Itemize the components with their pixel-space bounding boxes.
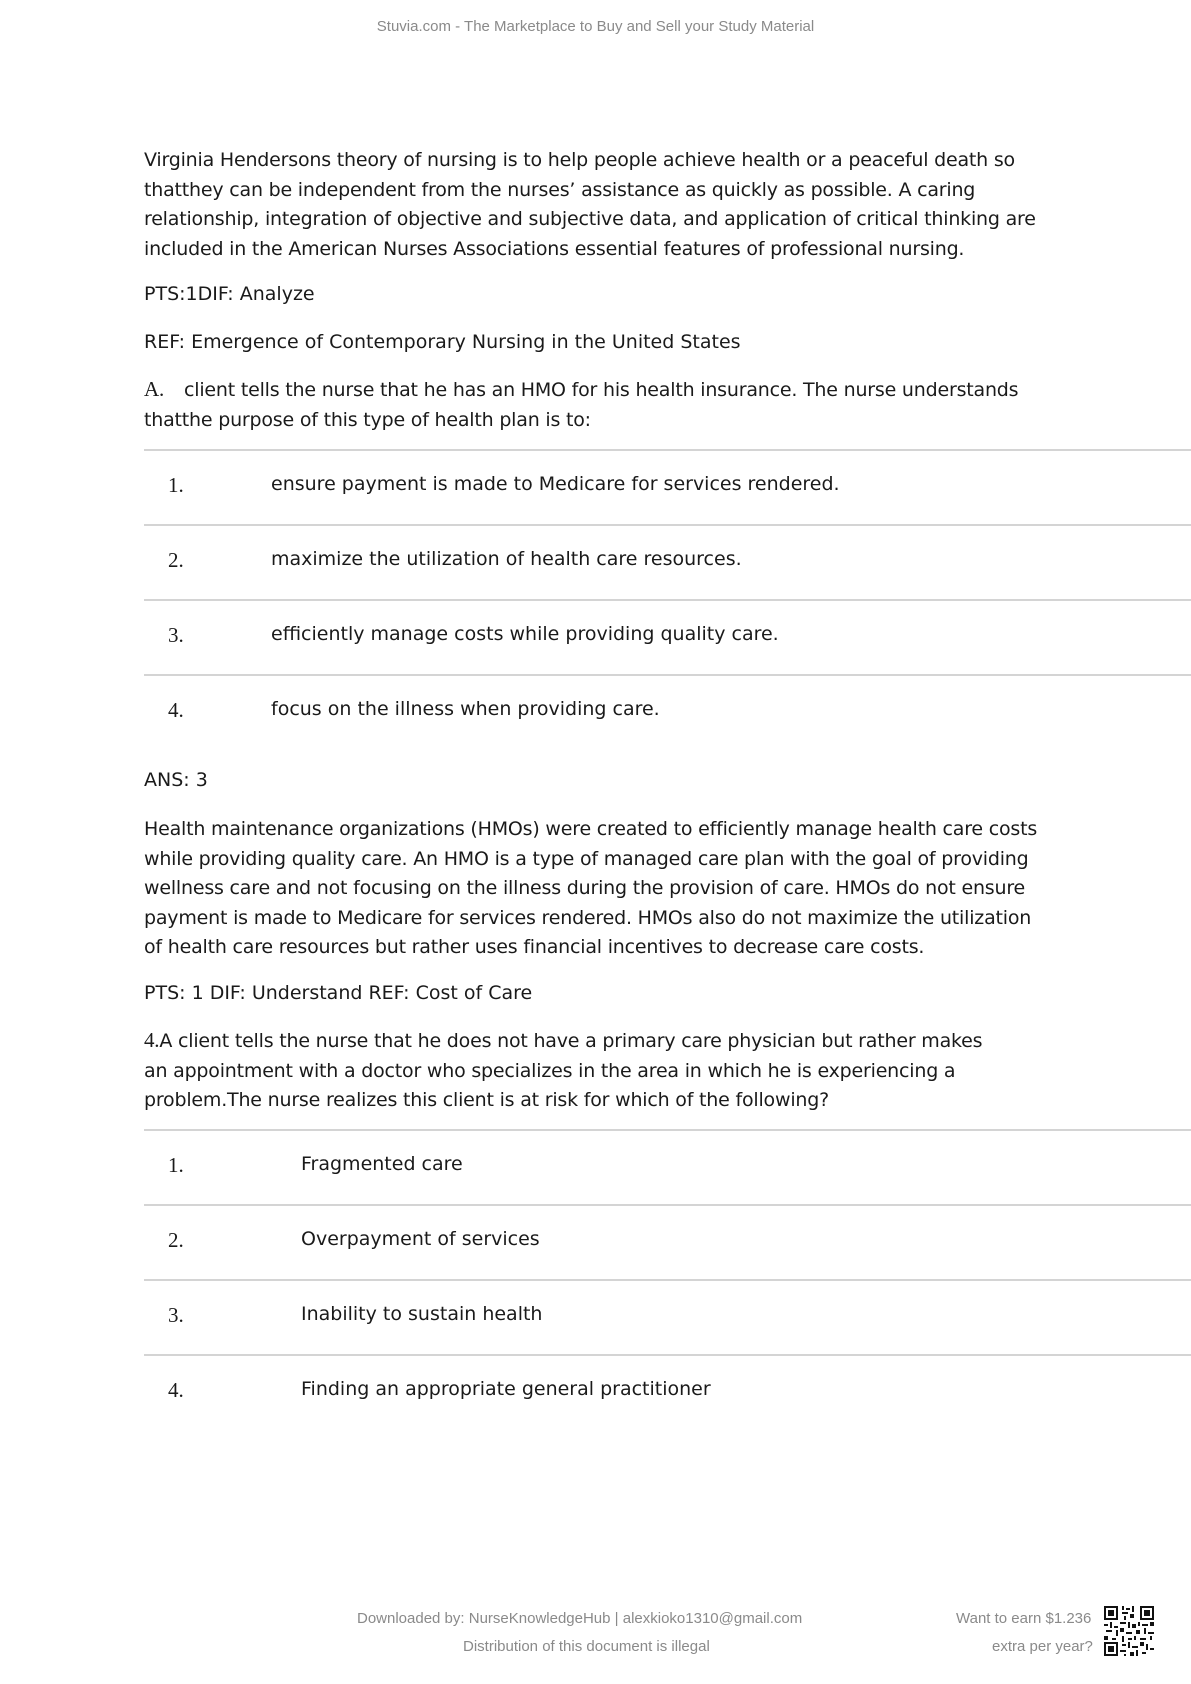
text-line: wellness care and not focusing on the illness during the provision of care. HMOs do not ensure [144,877,1026,899]
footer-earn-promo-line1[interactable]: Want to earn $1.236 [956,1610,1092,1627]
option-row[interactable] [144,674,1191,732]
option-row[interactable] [144,1354,1191,1412]
option-number: 1. [168,1153,184,1177]
option-row[interactable] [144,599,1191,674]
option-number: 1. [168,473,184,497]
footer-distribution-notice: Distribution of this document is illegal [463,1638,710,1655]
question-3-rationale [144,815,1084,963]
question-3-line2: thatthe purpose of this type of health plan is to: [144,408,591,431]
text-line: thatthey can be independent from the nurses’ assistance as quickly as possible. A caring [144,178,976,201]
option-text: ensure payment is made to Medicare for services rendered. [271,473,840,495]
option-number: 3. [168,623,184,647]
question-3-options [144,449,1191,732]
qr-code-icon[interactable] [1104,1606,1154,1656]
option-row[interactable] [144,524,1191,599]
intro-rationale [144,146,1084,264]
option-text: efficiently manage costs while providing quality care. [271,623,779,645]
text-line: relationship, integration of objective and subjective data, and application of critical thinking are [144,208,1036,230]
question-4-line3: problem.The nurse realizes this client is at risk for which of the following? [144,1089,829,1111]
text-line: of health care resources but rather uses financial incentives to decrease care costs. [144,936,925,958]
footer-earn-promo-line2[interactable]: extra per year? [992,1638,1093,1655]
option-text: maximize the utilization of health care resources. [271,548,742,570]
question-4-line2: an appointment with a doctor who specializes in the area in which he is experiencing a [144,1059,956,1082]
intro-pts: PTS:1DIF: Analyze [144,283,315,305]
text-line: payment is made to Medicare for services rendered. HMOs also do not maximize the utilization [144,906,1032,929]
site-banner: Stuvia.com - The Marketplace to Buy and Sell your Study Material [376,18,815,35]
question-text: client tells the nurse that he has an HMO for his health insurance. The nurse understands [184,379,1019,401]
option-number: 4. [168,698,184,722]
question-3-answer: ANS: 3 [144,769,208,791]
question-label: A. [144,377,165,401]
option-text: Finding an appropriate general practitioner [301,1378,711,1400]
question-label: 4. [144,1028,160,1052]
option-number: 2. [168,1228,184,1252]
text-line: Health maintenance organizations (HMOs) were created to efficiently manage health care costs [144,818,1038,840]
text-line: included in the American Nurses Associations essential features of professional nursing. [144,237,965,260]
option-row[interactable] [144,449,1191,524]
question-4-line1 [144,1026,1084,1057]
option-number: 3. [168,1303,184,1327]
question-3-meta: PTS: 1 DIF: Understand REF: Cost of Care [144,982,533,1004]
footer-downloaded-by: Downloaded by: NurseKnowledgeHub | alexkioko1310@gmail.com [357,1610,803,1627]
question-text: A client tells the nurse that he does not have a primary care physician but rather makes [159,1030,983,1052]
question-3-stem [144,375,1084,435]
option-row[interactable] [144,1279,1191,1354]
option-number: 2. [168,548,184,572]
option-text: Inability to sustain health [301,1303,543,1325]
option-number: 4. [168,1378,184,1402]
question-4-stem [144,1026,1084,1116]
question-3-line1 [144,375,1084,406]
intro-ref: REF: Emergence of Contemporary Nursing in the United States [144,331,741,353]
question-4-options [144,1129,1191,1412]
text-line: while providing quality care. An HMO is a type of managed care plan with the goal of providing [144,847,1029,870]
option-text: Fragmented care [301,1153,463,1175]
option-text: focus on the illness when providing care. [271,698,660,720]
text-line: Virginia Hendersons theory of nursing is to help people achieve health or a peaceful death so [144,149,1015,171]
option-row[interactable] [144,1204,1191,1279]
option-text: Overpayment of services [301,1228,540,1250]
option-row[interactable] [144,1129,1191,1204]
